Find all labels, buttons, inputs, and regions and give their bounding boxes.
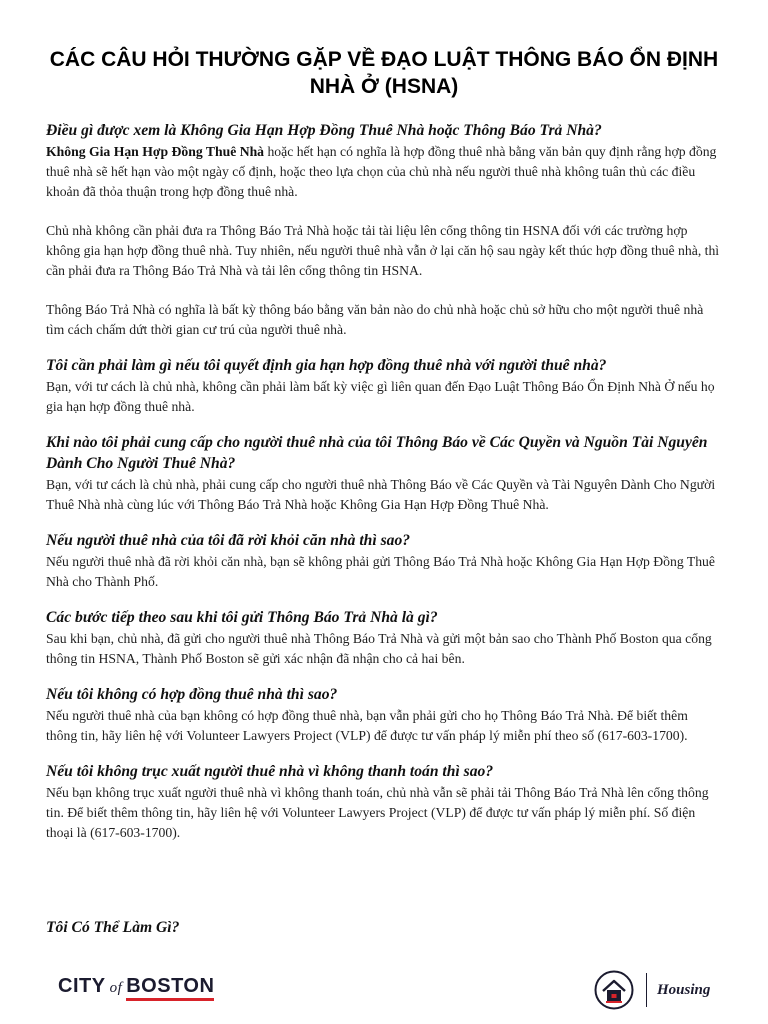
faq-answer-paragraph — [46, 142, 722, 202]
logo-divider — [646, 973, 647, 1007]
faq-section-nonrenewal — [46, 120, 722, 340]
boston-housing-house-icon — [594, 970, 634, 1010]
faq-section-rights-notice — [46, 432, 722, 515]
city-of-boston-logo — [58, 975, 214, 998]
faq-question: Điều gì được xem là Không Gia Hạn Hợp Đồng Thuê Nhà hoặc Thông Báo Trả Nhà? — [46, 122, 602, 139]
faq-content — [46, 120, 722, 858]
housing-label: Housing — [657, 981, 711, 998]
logo-city: CITY — [58, 975, 106, 997]
housing-department-logo — [594, 968, 710, 1012]
logo-boston: BOSTON — [126, 975, 214, 1001]
faq-question: Nếu tôi không trục xuất người thuê nhà vì không thanh toán thì sao? — [46, 763, 494, 780]
faq-answer-paragraph: Chủ nhà không cần phải đưa ra Thông Báo Trả Nhà hoặc tải tài liệu lên cổng thông tin HSNA đối với các trường hợp không gia hạn hợp đồng thuê nhà. Tuy nhiên, nếu người thuê nhà vẫn ở lại căn hộ sau ngày kết thúc hợp đồng thuê nhà, thì cần phải đưa ra Thông Báo Trả Nhà và tải lên cổng thông tin HSNA. — [46, 223, 720, 278]
faq-answer-paragraph: Thông Báo Trả Nhà có nghĩa là bất kỳ thông báo bằng văn bản nào do chủ nhà hoặc chủ sở hữu cho một người thuê nhà tìm cách chấm dứt thời gian cư trú của người thuê nhà. — [46, 302, 704, 337]
faq-answer: Bạn, với tư cách là chủ nhà, không cần phải làm bất kỳ việc gì liên quan đến Đạo Luật Thông Báo Ổn Định Nhà Ở nếu họ gia hạn hợp đồng thuê nhà. — [46, 379, 715, 414]
faq-question: Nếu tôi không có hợp đồng thuê nhà thì sao? — [46, 686, 338, 703]
faq-question: Khi nào tôi phải cung cấp cho người thuê nhà của tôi Thông Báo về Các Quyền và Nguồn Tài Nguyên Dành Cho Người Thuê Nhà? — [46, 434, 708, 472]
faq-answer: Nếu người thuê nhà đã rời khỏi căn nhà, bạn sẽ không phải gửi Thông Báo Trả Nhà hoặc Không Gia Hạn Hợp Đồng Thuê Nhà cho Thành Phố. — [46, 554, 715, 589]
faq-section-renew — [46, 355, 722, 417]
what-can-i-do-heading: Tôi Có Thể Làm Gì? — [46, 919, 180, 936]
definition-text: hoặc hết hạn có nghĩa là hợp đồng thuê nhà bằng văn bản quy định rằng hợp đồng thuê nhà sẽ hết hạn vào một ngày cố định, hoặc theo lựa chọn của chủ nhà nếu người thuê nhà không tuân thủ các điều khoản đã thỏa thuận trong hợp đồng thuê nhà. — [46, 144, 717, 199]
faq-answer: Sau khi bạn, chủ nhà, đã gửi cho người thuê nhà Thông Báo Trả Nhà và gửi một bản sao cho Thành Phố Boston qua cổng thông tin HSNA, Thành Phố Boston sẽ gửi xác nhận đã nhận cho cả hai bên. — [46, 631, 712, 666]
faq-section-nonpayment — [46, 761, 722, 843]
logo-of: of — [109, 980, 123, 996]
page-title: CÁC CÂU HỎI THƯỜNG GẶP VỀ ĐẠO LUẬT THÔNG BÁO ỔN ĐỊNH NHÀ Ở (HSNA) — [49, 48, 719, 98]
faq-answer: Nếu người thuê nhà của bạn không có hợp đồng thuê nhà, bạn vẫn phải gửi cho họ Thông Báo Trả Nhà. Để biết thêm thông tin, hãy liên hệ với Volunteer Lawyers Project (VLP) để được tư vấn pháp lý miễn phí theo số (617-603-1700). — [46, 708, 688, 743]
faq-section-next-steps — [46, 607, 722, 669]
faq-question: Nếu người thuê nhà của tôi đã rời khỏi căn nhà thì sao? — [46, 532, 411, 549]
faq-answer: Nếu bạn không trục xuất người thuê nhà vì không thanh toán, chủ nhà vẫn sẽ phải tải Thông Báo Trả Nhà lên cổng thông tin. Để biết thêm thông tin, hãy liên hệ với Volunteer Lawyers Project (VLP) để được tư vấn pháp lý miễn phí. Số điện thoại là (617-603-1700). — [46, 785, 709, 840]
faq-question: Tôi cần phải làm gì nếu tôi quyết định gia hạn hợp đồng thuê nhà với người thuê nhà? — [46, 357, 607, 374]
faq-section-no-lease — [46, 684, 722, 746]
faq-section-tenant-left — [46, 530, 722, 592]
faq-question: Các bước tiếp theo sau khi tôi gửi Thông Báo Trả Nhà là gì? — [46, 609, 438, 626]
defined-term: Không Gia Hạn Hợp Đồng Thuê Nhà — [46, 144, 265, 159]
faq-answer: Bạn, với tư cách là chủ nhà, phải cung cấp cho người thuê nhà Thông Báo về Các Quyền và Tài Nguyên Dành Cho Người Thuê Nhà nhà cùng lúc với Thông Báo Trả Nhà hoặc Không Gia Hạn Hợp Đồng Thuê Nhà. — [46, 477, 716, 512]
